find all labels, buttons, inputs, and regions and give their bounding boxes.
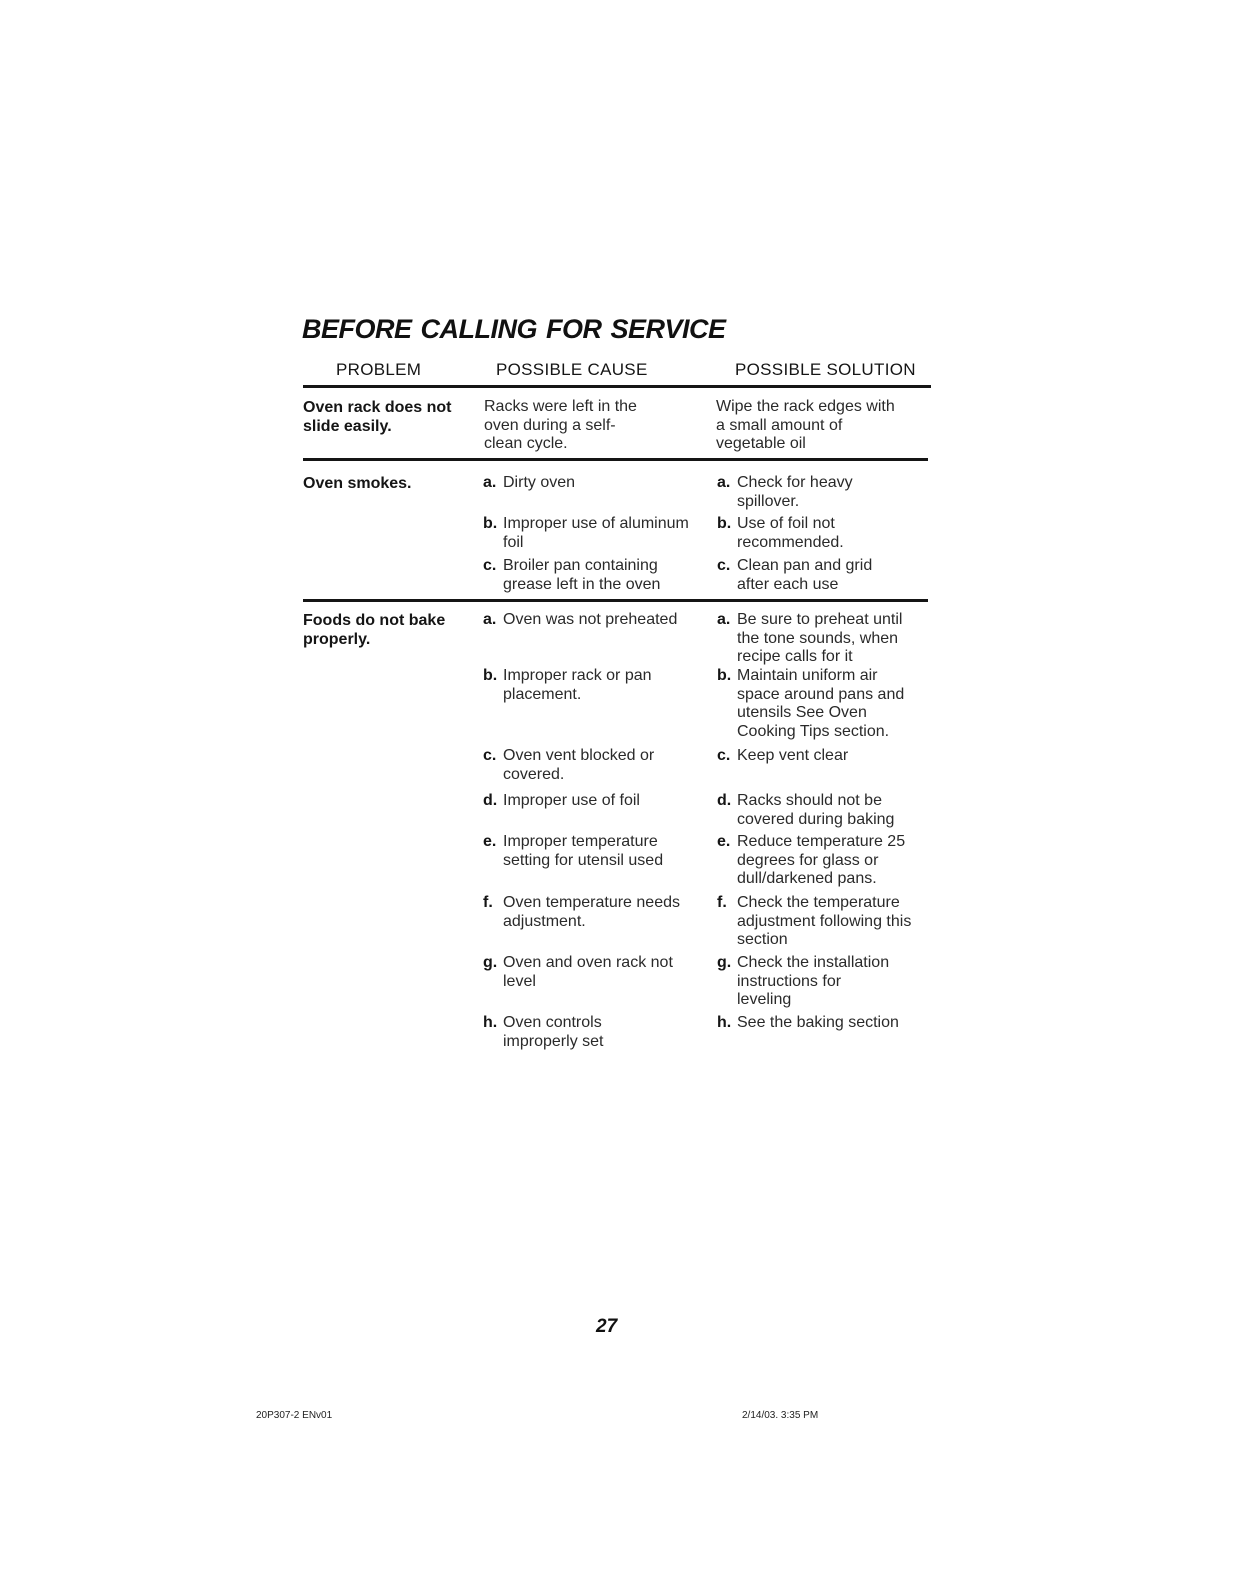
solution-item: h. See the baking section bbox=[717, 1014, 899, 1031]
cause-item: d. Improper use of foil bbox=[483, 792, 640, 809]
cause-item: b. Improper use of aluminum foil bbox=[483, 515, 689, 551]
row-divider bbox=[303, 599, 928, 602]
solution-item: b. Use of foil not recommended. bbox=[717, 515, 844, 551]
problem-bake: Foods do not bake properly. bbox=[303, 612, 446, 648]
solution-rack: Wipe the rack edges with a small amount of vegetable oil bbox=[716, 398, 895, 452]
column-header-solution: POSSIBLE SOLUTION bbox=[735, 360, 916, 379]
footer-timestamp: 2/14/03. 3:35 PM bbox=[742, 1410, 819, 1421]
header-divider bbox=[303, 385, 931, 388]
cause-item: c. Oven vent blocked or covered. bbox=[483, 747, 655, 783]
problem-smokes: Oven smokes. bbox=[303, 475, 412, 492]
cause-item: a. Oven was not preheated bbox=[483, 611, 678, 628]
solution-item: g. Check the installation instructions for leveling bbox=[717, 954, 890, 1008]
column-header-cause: POSSIBLE CAUSE bbox=[496, 360, 648, 379]
solution-item: d. Racks should not be covered during baking bbox=[717, 792, 895, 828]
problem-rack: Oven rack does not slide easily. bbox=[303, 399, 452, 435]
page-title: BEFORE CALLING FOR SERVICE bbox=[302, 314, 726, 344]
cause-rack: Racks were left in the oven during a self-clean cycle. bbox=[484, 398, 637, 452]
cause-item: c. Broiler pan containing grease left in the oven bbox=[483, 557, 661, 593]
cause-item: h. Oven controls improperly set bbox=[483, 1014, 604, 1050]
column-header-problem: PROBLEM bbox=[336, 360, 422, 379]
page-number: 27 bbox=[596, 1316, 618, 1337]
solution-item: f. Check the temperature adjustment following this section bbox=[717, 894, 912, 948]
cause-item: b. Improper rack or pan placement. bbox=[483, 667, 652, 703]
solution-item: a. Be sure to preheat until the tone sounds, when recipe calls for it bbox=[717, 611, 903, 665]
footer-document-code: 20P307-2 ENv01 bbox=[256, 1410, 333, 1421]
cause-item: f. Oven temperature needs adjustment. bbox=[483, 894, 680, 930]
row-divider bbox=[303, 458, 928, 461]
cause-item: g. Oven and oven rack not level bbox=[483, 954, 673, 990]
solution-item: a. Check for heavy spillover. bbox=[717, 474, 853, 510]
cause-item: a. Dirty oven bbox=[483, 474, 576, 491]
solution-item: c. Keep vent clear bbox=[717, 747, 849, 764]
cause-item: e. Improper temperature setting for utensil used bbox=[483, 833, 664, 869]
solution-item: e. Reduce temperature 25 degrees for glass or dull/darkened pans. bbox=[717, 833, 906, 887]
solution-item: c. Clean pan and grid after each use bbox=[717, 557, 873, 593]
solution-item: b. Maintain uniform air space around pans and utensils See Oven Cooking Tips section. bbox=[717, 667, 905, 740]
